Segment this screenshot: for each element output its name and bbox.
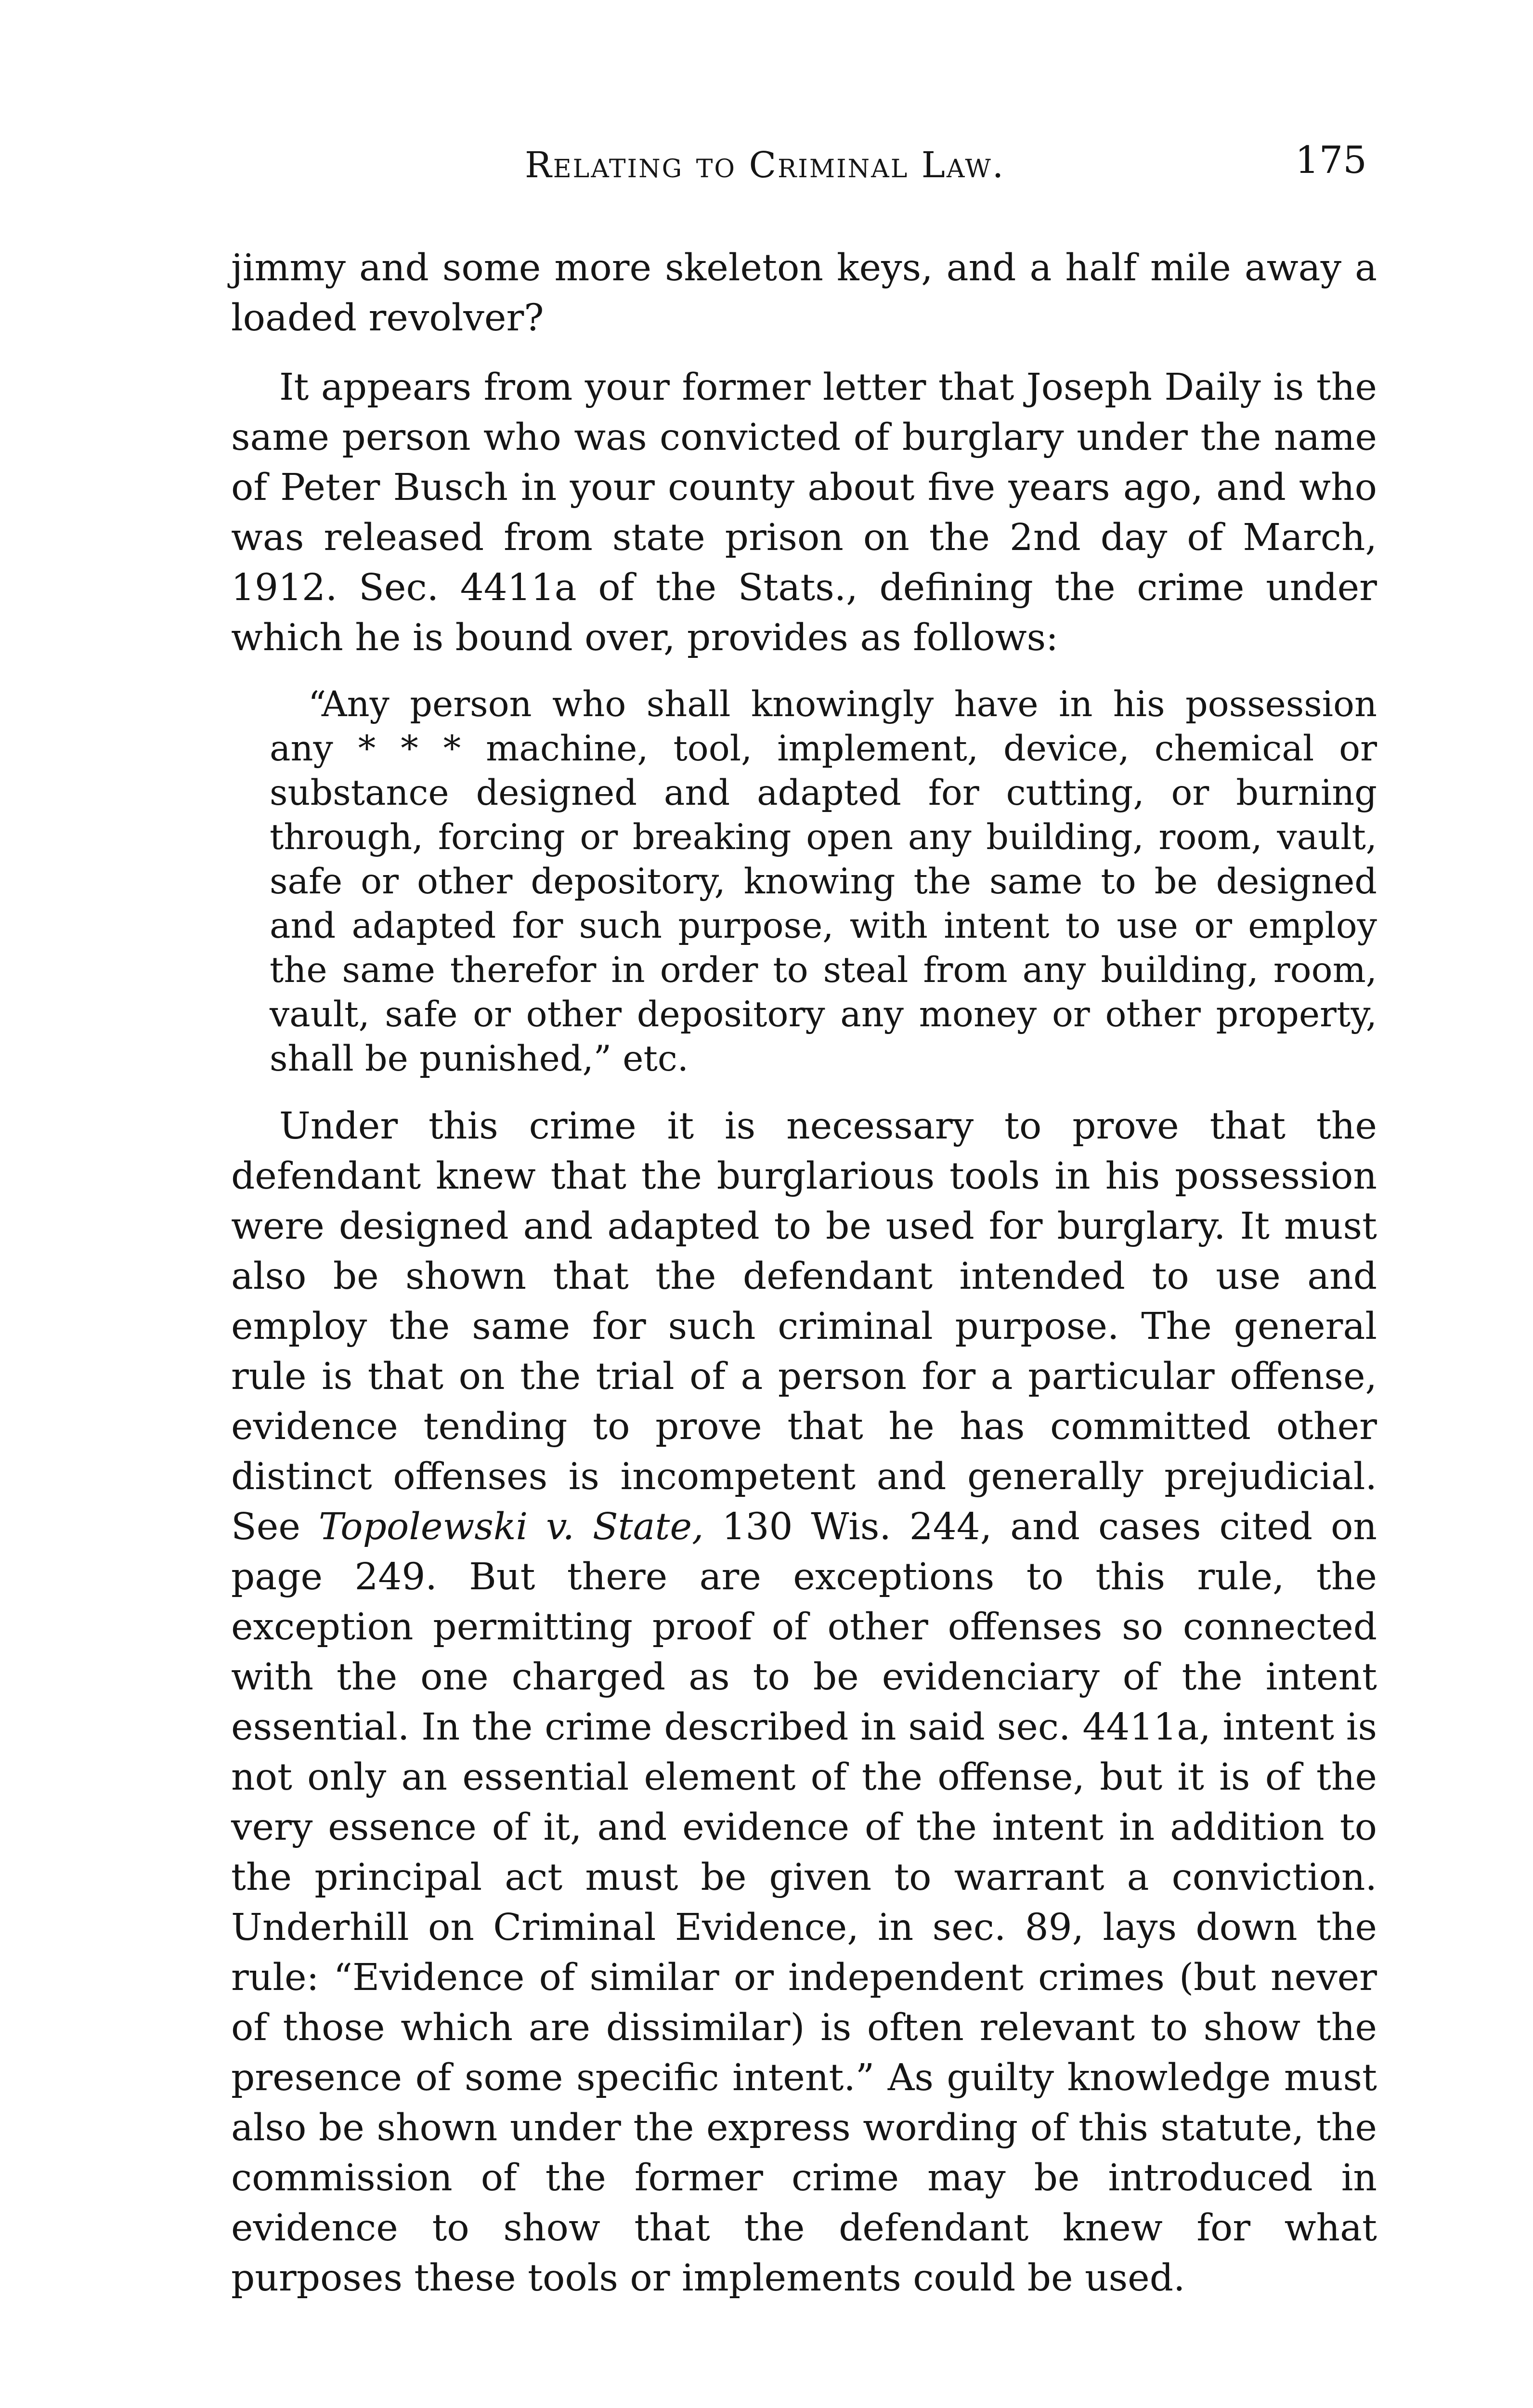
paragraph-continued: jimmy and some more skeleton keys, and a half mile away a loaded revolver?: [231, 247, 1377, 340]
paragraph-analysis: [231, 1101, 1377, 2303]
page-number: 175: [1295, 139, 1367, 182]
statute-quotation: “Any person who shall knowingly have in his possession any * * * machine, tool, implement, device, chemical or substance designed and adapted for cutting, or burning through, forcing or breaking open any building, room, vault, safe or other depository, knowing the same to be designed and adapted for such purpose, with intent to use or employ the same therefor in order to steal from any building, room, vault, safe or other depository any money or other property, shall be punished,” etc.: [270, 684, 1377, 1079]
paragraph-statute-intro: It appears from your former letter that Joseph Daily is the same person who was convicted of burglary under the name of Peter Busch in your county about five years ago, and who was released from state prison on the 2nd day of March, 1912. Sec. 4411a of the Stats., defining the crime under which he is bound over, provides as follows:: [231, 366, 1377, 659]
page-body: [231, 243, 1377, 2303]
analysis-text-part-2: 130 Wis. 244, and cases cited on page 249. But there are exceptions to this rule, the exception permitting proof of other offenses so connected with the one charged as to be evidenciary of the intent essential. In the crime described in said sec. 4411a, intent is not only an essential element of the offense, but it is of the very essence of it, and evidence of the intent in addition to the principal act must be given to warrant a conviction. Underhill on Criminal Evidence, in sec. 89, lays down the rule: “Evidence of similar or independent crimes (but never of those which are dissimilar) is often relevant to show the presence of some specific intent.” As guilty knowledge must also be shown under the express wording of this statute, the commission of the former crime may be introduced in evidence to show that the defendant knew for what purposes these tools or implements could be used.: [231, 1505, 1377, 2300]
analysis-text-part-1: Under this crime it is necessary to prove that the defendant knew that the burglarious tools in his possession were designed and adapted to be used for burglary. It must also be shown that the defendant intended to use and employ the same for such criminal purpose. The general rule is that on the trial of a person for a particular offense, evidence tending to prove that he has committed other distinct offenses is incompetent and generally prejudicial. See: [231, 1105, 1377, 1548]
running-head: Relating to Criminal Law.: [525, 144, 1005, 186]
case-citation: Topolewski v. State,: [318, 1505, 704, 1548]
page-header: [0, 139, 1533, 197]
